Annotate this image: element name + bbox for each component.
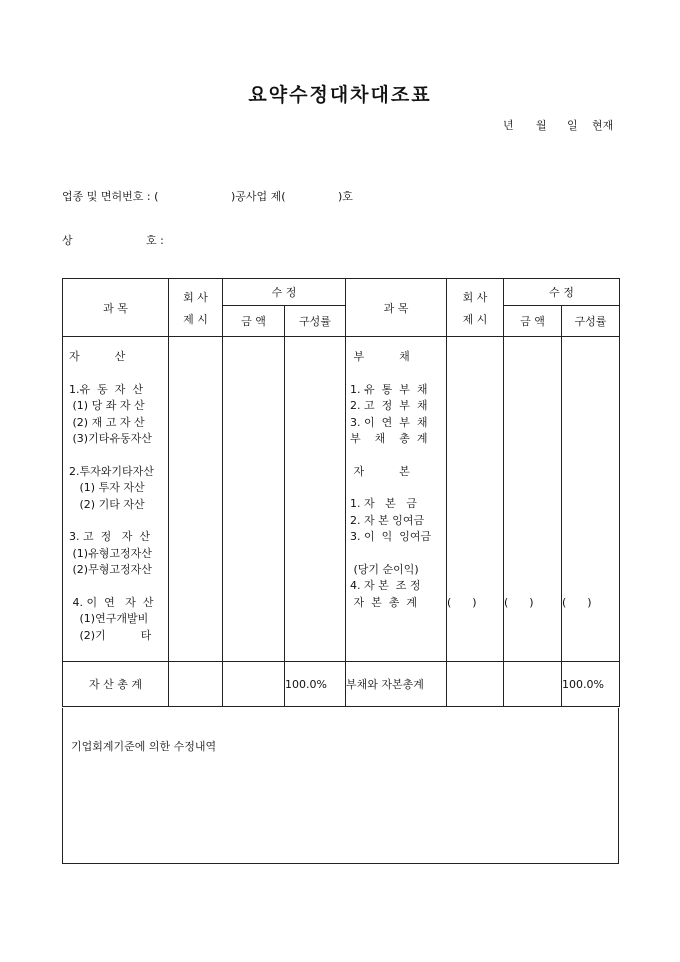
liab-total-amount [504,662,562,707]
asset-item: (2)기 타 [69,628,152,642]
date-suffix: 현재 [592,119,614,132]
net-income-amount: ( ) [504,596,534,609]
amount-col-right [504,337,562,662]
header-company-right: 회 사 제 시 [447,279,504,337]
header-revision-left: 수 정 [223,279,346,306]
liab-item [350,546,446,562]
revision-notes-box [62,708,619,864]
asset-item: (1) 투자 자산 [69,481,145,494]
liab-item: 자 본 [350,464,410,478]
liab-item: 1. 자 본 금 [350,497,417,510]
assets-total-company [169,662,223,707]
assets-section: 자 산 [69,350,126,363]
liab-item [350,448,446,464]
ratio-col-right [562,337,620,662]
assets-total-amount [223,662,285,707]
license-number-end: )호 [338,190,353,203]
date-month: 월 [536,119,547,132]
assets-total-ratio: 100.0% [285,662,346,707]
revision-notes-label: 기업회계기준에 의한 수정내역 [71,740,217,753]
net-income-ratio: ( ) [562,596,592,609]
liab-item: 3. 이 익 잉여금 [350,530,432,543]
asset-item: (3)기타유동자산 [69,432,152,445]
assets-column [63,337,169,662]
liab-total-company [447,662,504,707]
document-title: 요약수정대차대조표 [248,84,432,106]
company-col-left [169,337,223,662]
asset-item: (1) 당 좌 자 산 [69,399,145,412]
header-amount-left: 금 액 [223,306,285,337]
assets-total-label: 자 산 총 계 [63,662,169,707]
header-ratio-left: 구성률 [285,306,346,337]
header-revision-right: 수 정 [504,279,620,306]
asset-item: (1)연구개발비 [69,612,149,625]
balance-sheet-table [62,278,620,707]
liabilities-section: 부 채 [350,350,410,363]
license-label: 업종 및 면허번호 : ( [62,190,159,203]
liab-total-ratio: 100.0% [562,662,620,707]
header-amount-right: 금 액 [504,306,562,337]
liab-item: 1. 유 통 부 채 [350,382,428,396]
assets-list [69,382,168,642]
asset-item: (2) 재 고 자 산 [69,415,145,429]
asset-item: 4. 이 연 자 산 [69,595,154,609]
header-ratio-right: 구성률 [562,306,620,337]
liabilities-column [346,337,447,662]
header-account-left: 과 목 [63,279,169,337]
liab-total-label: 부채와 자본총계 [346,662,447,707]
liab-item: 부 채 총 계 [350,432,428,445]
date-day: 일 [567,119,578,132]
asset-item: (2) 기타 자산 [69,497,145,511]
asset-item: 2.투자와기타자산 [69,464,154,478]
asset-item [69,448,168,464]
liab-item: 자 본 총 계 [350,595,417,609]
liabilities-list [350,382,446,609]
asset-item: 3. 고 정 자 산 [69,530,150,543]
liab-item: 4. 자 본 조 정 [350,579,421,592]
liab-item: 2. 자 본 잉여금 [350,513,425,527]
license-type: )공사업 제( [231,190,286,203]
header-company-left: 회 사 제 시 [169,279,223,337]
ratio-col-left [285,337,346,662]
liab-item [350,480,446,496]
liab-item: 3. 이 연 부 채 [350,415,428,429]
header-account-right: 과 목 [346,279,447,337]
liab-item: 2. 고 정 부 채 [350,399,428,412]
asset-item: (1)유형고정자산 [69,546,152,560]
net-income-company: ( ) [447,596,477,609]
company-label: 상 [62,234,73,247]
asset-item: 1.유 동 자 산 [69,382,143,396]
asset-item [69,579,168,595]
company-label-end: 호 : [146,234,164,247]
amount-col-left [223,337,285,662]
asset-item [69,513,168,529]
date-year: 년 [503,119,514,132]
asset-item: (2)무형고정자산 [69,563,152,576]
company-col-right [447,337,504,662]
liab-item: (당기 순이익) [350,562,419,576]
